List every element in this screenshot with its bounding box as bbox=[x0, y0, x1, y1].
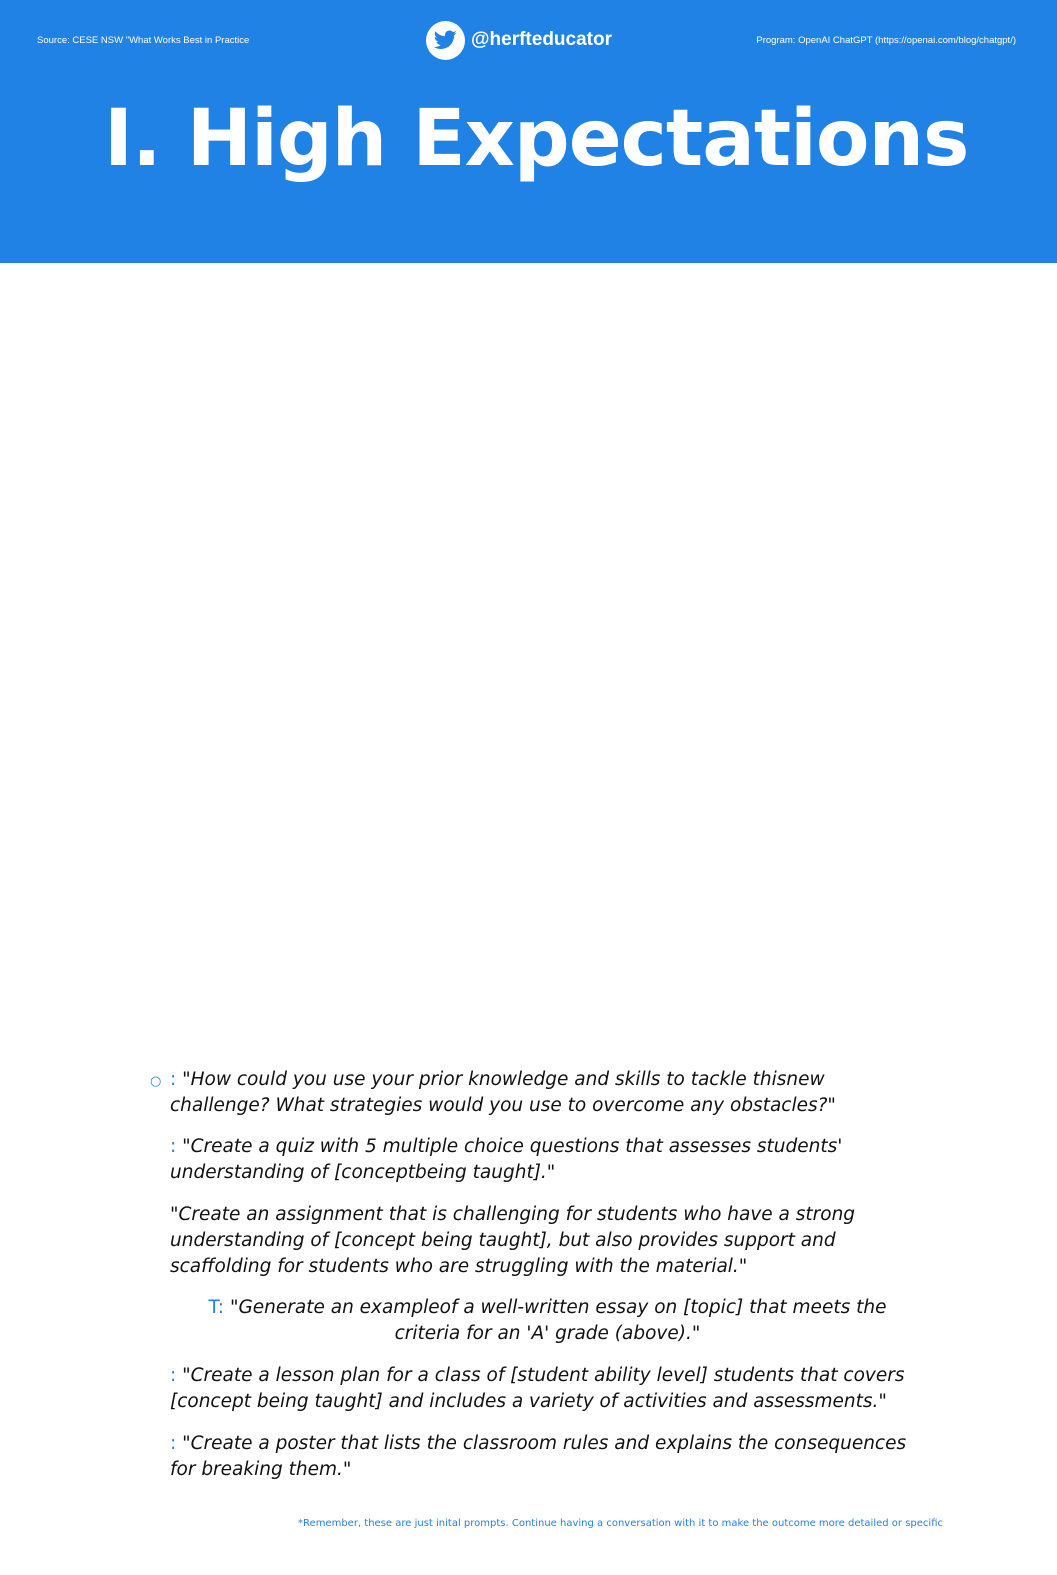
page-title: I. High Expectations bbox=[104, 94, 969, 184]
twitter-handle[interactable]: @herfteducator bbox=[471, 29, 612, 50]
prompt-label: : bbox=[170, 1433, 177, 1454]
twitter-bird-icon bbox=[434, 30, 457, 50]
prompt-item bbox=[170, 1067, 930, 1119]
source-citation: Source: CESE NSW "What Works Best in Practice bbox=[37, 35, 250, 46]
prompt-item bbox=[170, 1202, 930, 1280]
prompt-item bbox=[170, 1363, 930, 1415]
program-credit: Program: OpenAI ChatGPT (https://openai.com/blog/chatgpt/) bbox=[756, 35, 1016, 46]
prompt-label: : bbox=[170, 1365, 177, 1386]
prompt-label: : bbox=[170, 1069, 177, 1090]
bullet-marker-icon: ○ bbox=[150, 1074, 162, 1089]
header-banner bbox=[0, 0, 1057, 263]
prompt-item bbox=[170, 1134, 930, 1186]
prompt-text: "Create a poster that lists the classroom rules and explains the consequences for breaking them." bbox=[170, 1433, 907, 1480]
prompt-text: "Create an assignment that is challenging for students who have a strong understanding of [concept being taught], but also provides support and scaffolding for students who are struggling with the material." bbox=[170, 1204, 856, 1277]
prompt-text: "Create a lesson plan for a class of [student ability level] students that covers [concept being taught] and includes a variety of activities and assessments." bbox=[170, 1365, 905, 1412]
footnote: *Remember, these are just inital prompts. Continue having a conversation with it to make the outcome more detailed or specific bbox=[298, 1518, 943, 1529]
prompt-text: "Create a quiz with 5 multiple choice questions that assesses students' understanding of [conceptbeing taught]." bbox=[170, 1136, 843, 1183]
twitter-icon[interactable] bbox=[426, 21, 465, 60]
prompt-item bbox=[175, 1295, 920, 1347]
prompt-label: : bbox=[170, 1136, 177, 1157]
prompt-text: "Generate an exampleof a well-written essay on [topic] that meets the criteria for an 'A' grade (above)." bbox=[229, 1297, 887, 1344]
prompt-label: T: bbox=[208, 1297, 225, 1318]
prompt-text: "How could you use your prior knowledge and skills to tackle thisnew challenge? What strategies would you use to overcome any obstacles?" bbox=[170, 1069, 836, 1116]
prompt-item bbox=[170, 1431, 930, 1483]
